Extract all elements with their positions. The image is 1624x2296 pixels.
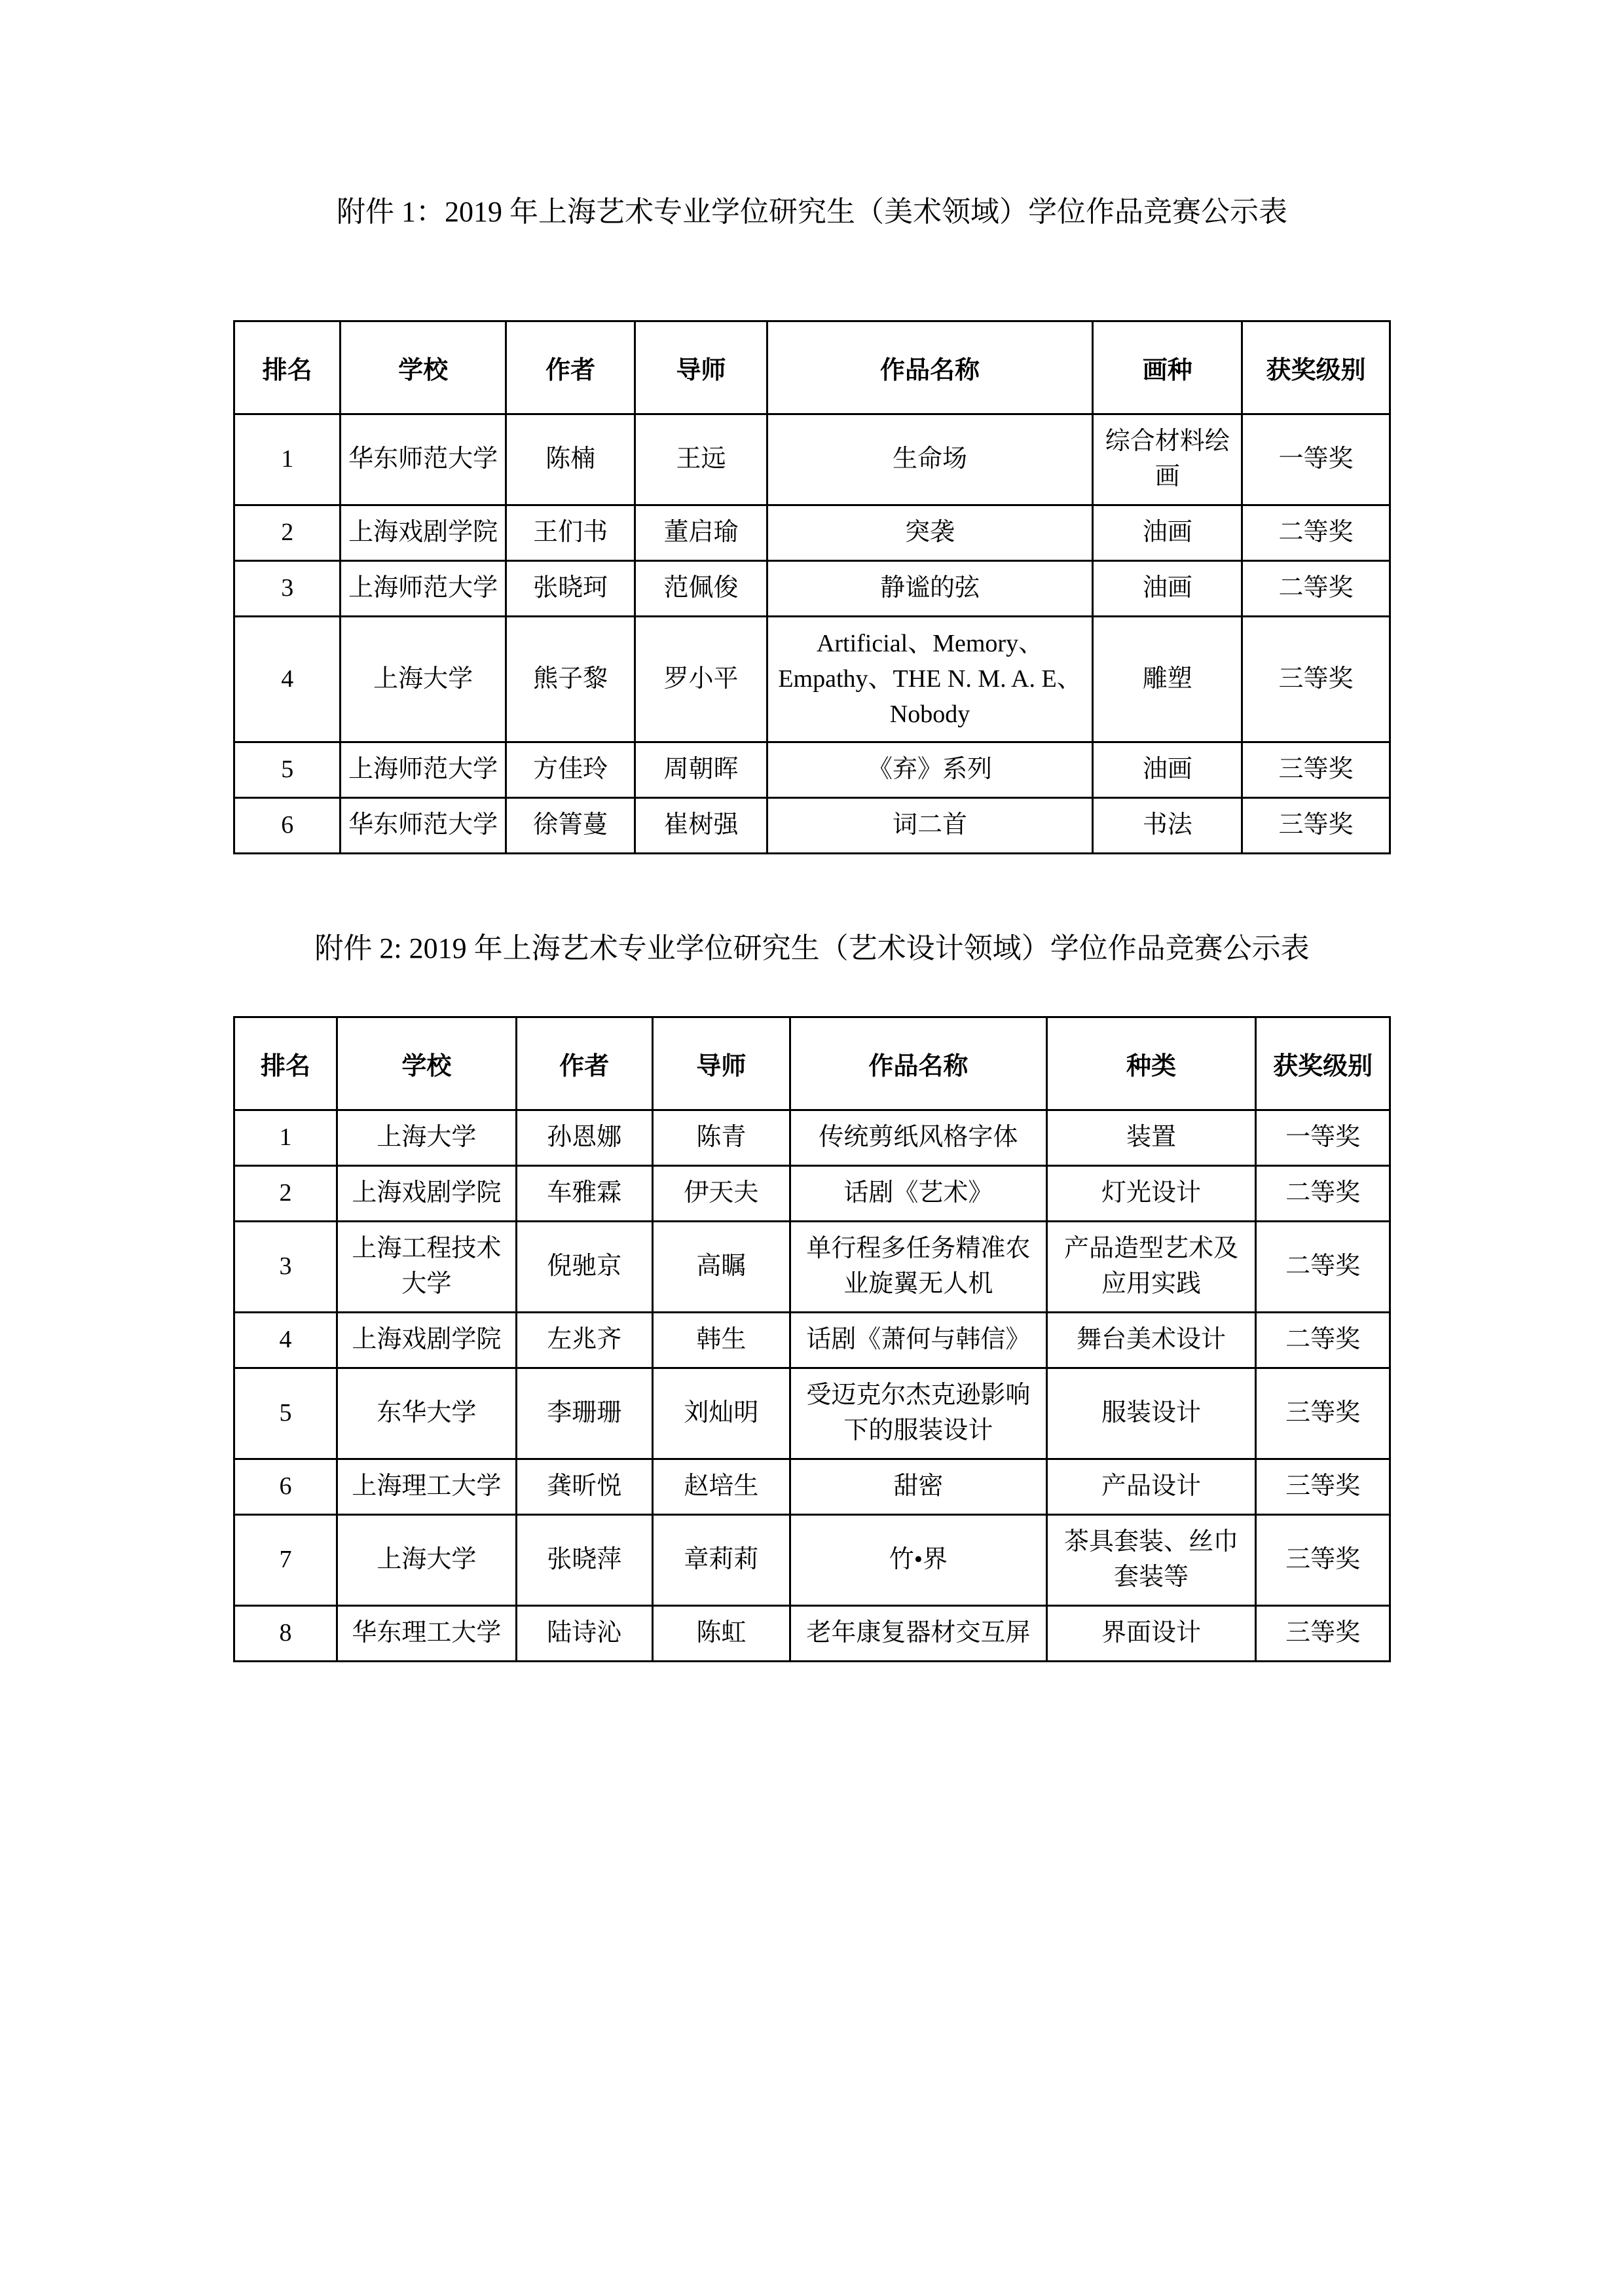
table-cell: 上海戏剧学院 [341,505,506,560]
column-header: 导师 [652,1017,790,1110]
table-cell: 茶具套装、丝巾套装等 [1046,1514,1255,1605]
table-cell: 二等奖 [1242,505,1390,560]
attachment2-title: 附件 2: 2019 年上海艺术专业学位研究生（艺术设计领域）学位作品竞赛公示表 [314,932,1310,965]
table-cell: 二等奖 [1256,1166,1390,1222]
table-cell: 三等奖 [1242,798,1390,854]
table-cell: 赵培生 [652,1459,790,1514]
table-cell: 雕塑 [1093,616,1242,742]
table-row [234,1222,1390,1313]
table-cell: 1 [234,414,341,505]
table-cell: 上海戏剧学院 [337,1166,517,1222]
table-cell: 话剧《萧何与韩信》 [790,1312,1046,1368]
table-cell: 车雅霖 [516,1166,652,1222]
table-cell: 一等奖 [1256,1110,1390,1166]
table-cell: 油画 [1093,560,1242,616]
table-cell: 产品造型艺术及应用实践 [1046,1222,1255,1313]
table-cell: 倪驰京 [516,1222,652,1313]
table-cell: 甜密 [790,1459,1046,1514]
table-cell: 3 [234,1222,337,1313]
table-cell: 装置 [1046,1110,1255,1166]
table-cell: 崔树强 [635,798,767,854]
table-cell: 上海大学 [337,1514,517,1605]
column-header: 学校 [337,1017,517,1110]
table-cell: 2 [234,1166,337,1222]
table-cell: 三等奖 [1256,1605,1390,1661]
table-row [234,1312,1390,1368]
table-row [234,742,1390,798]
table-cell: 5 [234,742,341,798]
header-row [234,321,1390,414]
table-cell: 突袭 [767,505,1093,560]
table-cell: 产品设计 [1046,1459,1255,1514]
column-header: 获奖级别 [1242,321,1390,414]
table-cell: 二等奖 [1242,560,1390,616]
table-cell: 左兆齐 [516,1312,652,1368]
table-cell: 伊天夫 [652,1166,790,1222]
table-cell: 王们书 [506,505,635,560]
table-cell: 二等奖 [1256,1222,1390,1313]
attachment2-award-table [233,1016,1391,1662]
table-cell: 6 [234,798,341,854]
table-cell: Artificial、Memory、Empathy、THE N. M. A. E、Nobody [767,616,1093,742]
table-cell: 生命场 [767,414,1093,505]
table-cell: 上海大学 [341,616,506,742]
table-cell: 陈青 [652,1110,790,1166]
table-cell: 8 [234,1605,337,1661]
table-cell: 周朝晖 [635,742,767,798]
table-cell: 油画 [1093,742,1242,798]
table-cell: 方佳玲 [506,742,635,798]
table-cell: 上海大学 [337,1110,517,1166]
table-row [234,1605,1390,1661]
table-cell: 孙恩娜 [516,1110,652,1166]
table-cell: 韩生 [652,1312,790,1368]
column-header: 种类 [1046,1017,1255,1110]
table-cell: 3 [234,560,341,616]
table-row [234,1514,1390,1605]
table-cell: 服装设计 [1046,1368,1255,1459]
column-header: 画种 [1093,321,1242,414]
table-row [234,414,1390,505]
table-cell: 东华大学 [337,1368,517,1459]
table-cell: 三等奖 [1256,1514,1390,1605]
table-cell: 7 [234,1514,337,1605]
table-cell: 上海师范大学 [341,560,506,616]
column-header: 排名 [234,321,341,414]
column-header: 获奖级别 [1256,1017,1390,1110]
table-cell: 张晓萍 [516,1514,652,1605]
table-cell: 李珊珊 [516,1368,652,1459]
table-row [234,1368,1390,1459]
column-header: 作品名称 [767,321,1093,414]
table-cell: 陈虹 [652,1605,790,1661]
column-header: 学校 [341,321,506,414]
column-header: 作者 [516,1017,652,1110]
table-cell: 油画 [1093,505,1242,560]
attachment1-title: 附件 1：2019 年上海艺术专业学位研究生（美术领域）学位作品竞赛公示表 [337,196,1287,228]
table-cell: 徐箐蔓 [506,798,635,854]
table-cell: 高瞩 [652,1222,790,1313]
header-row [234,1017,1390,1110]
column-header: 导师 [635,321,767,414]
table-cell: 1 [234,1110,337,1166]
table-row [234,1166,1390,1222]
table-row [234,798,1390,854]
table-cell: 范佩俊 [635,560,767,616]
table-cell: 华东理工大学 [337,1605,517,1661]
table-cell: 词二首 [767,798,1093,854]
column-header: 作品名称 [790,1017,1046,1110]
table-cell: 一等奖 [1242,414,1390,505]
table-cell: 二等奖 [1256,1312,1390,1368]
table-cell: 综合材料绘画 [1093,414,1242,505]
column-header: 作者 [506,321,635,414]
table-cell: 董启瑜 [635,505,767,560]
table-cell: 话剧《艺术》 [790,1166,1046,1222]
table-cell: 陈楠 [506,414,635,505]
table-cell: 单行程多任务精准农业旋翼无人机 [790,1222,1046,1313]
table-cell: 传统剪纸风格字体 [790,1110,1046,1166]
table-row [234,1459,1390,1514]
table-cell: 5 [234,1368,337,1459]
table-cell: 竹•界 [790,1514,1046,1605]
table-cell: 华东师范大学 [341,414,506,505]
table-row [234,560,1390,616]
attachment1-award-table [233,320,1391,855]
table-cell: 三等奖 [1242,742,1390,798]
table-cell: 张晓珂 [506,560,635,616]
table-cell: 6 [234,1459,337,1514]
table-cell: 三等奖 [1256,1459,1390,1514]
table-cell: 上海戏剧学院 [337,1312,517,1368]
table-cell: 龚昕悦 [516,1459,652,1514]
table-cell: 刘灿明 [652,1368,790,1459]
table-cell: 三等奖 [1242,616,1390,742]
table-cell: 《弃》系列 [767,742,1093,798]
table-cell: 华东师范大学 [341,798,506,854]
table-cell: 舞台美术设计 [1046,1312,1255,1368]
table-cell: 上海理工大学 [337,1459,517,1514]
table-row [234,505,1390,560]
table-cell: 2 [234,505,341,560]
table-cell: 章莉莉 [652,1514,790,1605]
table-cell: 陆诗沁 [516,1605,652,1661]
table-cell: 灯光设计 [1046,1166,1255,1222]
table-cell: 熊子黎 [506,616,635,742]
table-cell: 4 [234,616,341,742]
table-cell: 书法 [1093,798,1242,854]
table-cell: 三等奖 [1256,1368,1390,1459]
table-cell: 王远 [635,414,767,505]
table-cell: 受迈克尔杰克逊影响下的服装设计 [790,1368,1046,1459]
table-row [234,616,1390,742]
table-cell: 4 [234,1312,337,1368]
table-cell: 静谧的弦 [767,560,1093,616]
table-cell: 罗小平 [635,616,767,742]
table-cell: 老年康复器材交互屏 [790,1605,1046,1661]
table-cell: 上海师范大学 [341,742,506,798]
table-row [234,1110,1390,1166]
column-header: 排名 [234,1017,337,1110]
table-cell: 界面设计 [1046,1605,1255,1661]
table-cell: 上海工程技术大学 [337,1222,517,1313]
